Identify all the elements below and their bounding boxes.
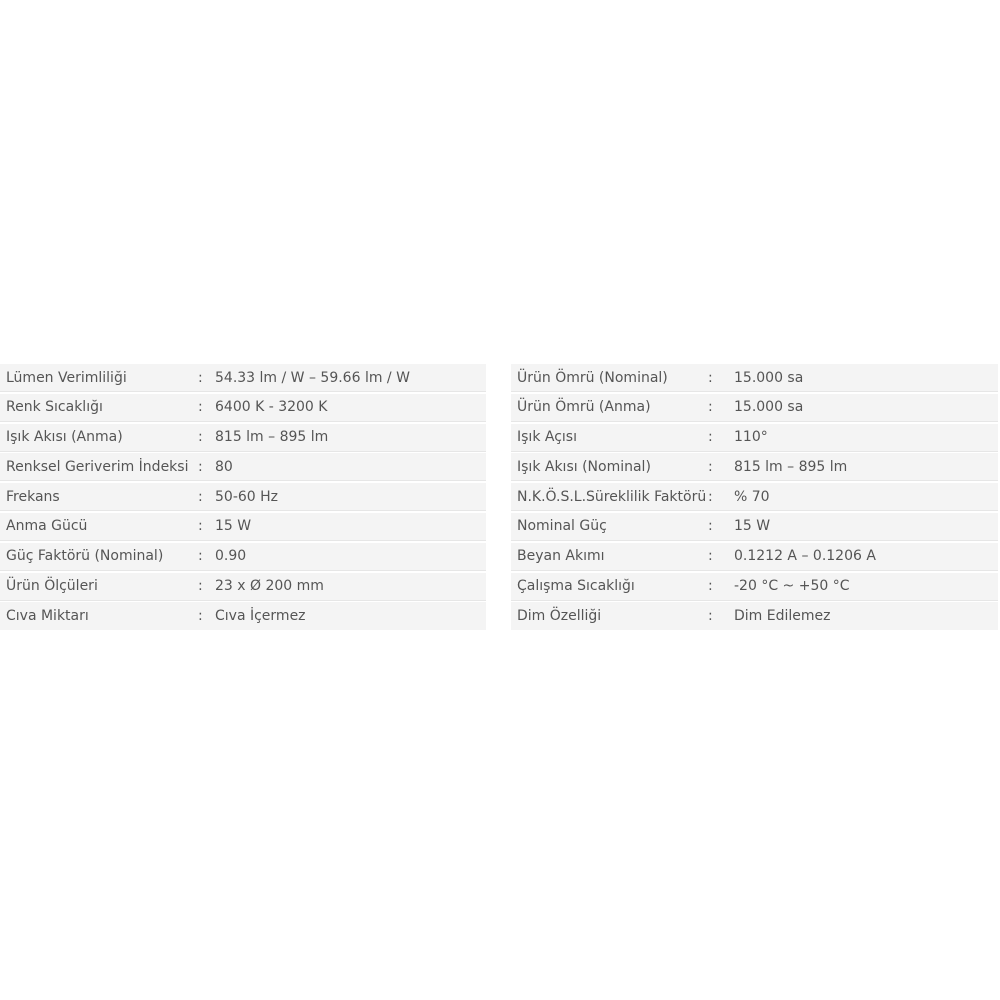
spec-row: [511, 394, 998, 422]
spec-separator: :: [198, 578, 203, 595]
spec-value: 80: [215, 458, 233, 475]
spec-label: Beyan Akımı: [517, 548, 605, 565]
spec-row: [511, 573, 998, 601]
spec-table-right: [511, 364, 998, 632]
spec-value: 0.1212 A – 0.1206 A: [734, 548, 876, 565]
spec-row: [0, 453, 486, 481]
spec-label: Anma Gücü: [6, 518, 88, 535]
spec-row: [0, 573, 486, 601]
spec-row: [511, 602, 998, 630]
spec-label: Renk Sıcaklığı: [6, 399, 103, 416]
spec-separator: :: [708, 518, 713, 535]
spec-label: Ürün Ömrü (Nominal): [517, 369, 668, 386]
spec-separator: :: [198, 518, 203, 535]
spec-row: [0, 483, 486, 511]
spec-label: Işık Açısı: [517, 429, 577, 446]
spec-label: Nominal Güç: [517, 518, 607, 535]
spec-value: 54.33 lm / W – 59.66 lm / W: [215, 369, 410, 386]
spec-separator: :: [198, 458, 203, 475]
spec-value: % 70: [734, 488, 770, 505]
spec-row: [511, 543, 998, 571]
spec-separator: :: [198, 488, 203, 505]
spec-row: [0, 394, 486, 422]
spec-value: 15 W: [734, 518, 771, 535]
spec-value: Cıva İçermez: [215, 608, 306, 625]
spec-value: 15 W: [215, 518, 252, 535]
spec-separator: :: [708, 608, 713, 625]
spec-value: 15.000 sa: [734, 369, 804, 386]
spec-separator: :: [708, 458, 713, 475]
spec-separator: :: [708, 399, 713, 416]
spec-separator: :: [198, 369, 203, 386]
spec-label: Ürün Ölçüleri: [6, 578, 98, 595]
spec-label: N.K.Ö.S.L.Süreklilik Faktörü: [517, 488, 707, 505]
spec-separator: :: [198, 429, 203, 446]
spec-separator: :: [708, 488, 713, 505]
spec-value: 50-60 Hz: [215, 488, 279, 505]
spec-row: [511, 424, 998, 452]
spec-label: Işık Akısı (Anma): [6, 429, 123, 446]
spec-table-left: [0, 364, 486, 632]
spec-value: 815 lm – 895 lm: [734, 458, 848, 475]
spec-label: Işık Akısı (Nominal): [517, 458, 651, 475]
spec-value: 6400 K - 3200 K: [215, 399, 328, 416]
spec-separator: :: [198, 399, 203, 416]
spec-value: -20 °C ~ +50 °C: [734, 578, 850, 595]
spec-value: 0.90: [215, 548, 247, 565]
spec-row: [0, 424, 486, 452]
spec-separator: :: [198, 548, 203, 565]
spec-value: 110°: [734, 429, 768, 446]
spec-label: Güç Faktörü (Nominal): [6, 548, 164, 565]
spec-separator: :: [708, 578, 713, 595]
spec-label: Dim Özelliği: [517, 608, 602, 625]
spec-row: [0, 364, 486, 392]
spec-row: [0, 543, 486, 571]
spec-row: [511, 364, 998, 392]
spec-row: [511, 513, 998, 541]
spec-row: [511, 483, 998, 511]
spec-row: [0, 602, 486, 630]
spec-separator: :: [198, 608, 203, 625]
spec-label: Ürün Ömrü (Anma): [517, 399, 651, 416]
spec-label: Cıva Miktarı: [6, 608, 89, 625]
spec-separator: :: [708, 429, 713, 446]
spec-label: Frekans: [6, 488, 60, 505]
spec-label: Renksel Geriverim İndeksi: [6, 458, 189, 475]
spec-separator: :: [708, 548, 713, 565]
spec-separator: :: [708, 369, 713, 386]
spec-row: [0, 513, 486, 541]
spec-label: Çalışma Sıcaklığı: [517, 578, 635, 595]
spec-label: Lümen Verimliliği: [6, 369, 127, 386]
spec-value: Dim Edilemez: [734, 608, 831, 625]
spec-value: 815 lm – 895 lm: [215, 429, 329, 446]
spec-value: 23 x Ø 200 mm: [215, 578, 324, 595]
spec-row: [511, 453, 998, 481]
spec-value: 15.000 sa: [734, 399, 804, 416]
